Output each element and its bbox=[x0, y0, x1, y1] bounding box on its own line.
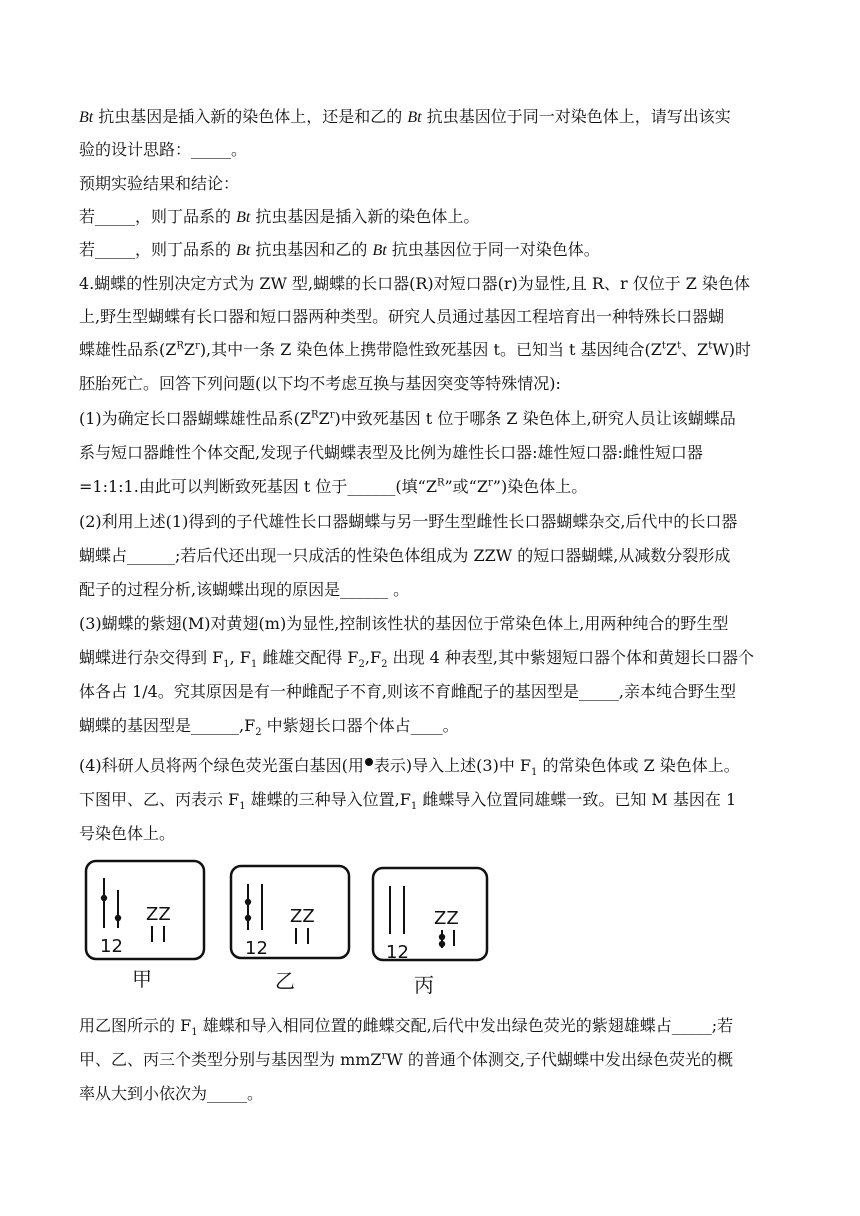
text-span: Z bbox=[183, 340, 196, 359]
bt-italic: Bt bbox=[372, 242, 387, 259]
text-span: (1)为确定长口器蝴蝶雄性品系(Z bbox=[79, 409, 312, 428]
chromosome-numbers: 12 bbox=[100, 936, 123, 957]
text-span: 蝴蝶进行杂交得到 F bbox=[79, 648, 224, 667]
superscript: r bbox=[381, 1050, 387, 1062]
text-span: 若_____，则丁品系的 bbox=[79, 207, 237, 226]
text-line-2: 验的设计思路：_____。 bbox=[79, 140, 248, 159]
bt-italic: Bt bbox=[236, 242, 251, 259]
text-span: 雌雄交配得 F bbox=[257, 648, 359, 667]
text-line-4 bbox=[79, 207, 784, 228]
superscript: r bbox=[329, 409, 335, 421]
gfp-gene-dot bbox=[245, 915, 251, 921]
text-span: 抗虫基因是插入新的染色体上。 bbox=[250, 207, 480, 226]
text-line-18: 体各占 1/4。究其原因是有一种雌配子不育,则该不育雌配子的基因型是_____,亲本纯合野生型 bbox=[79, 682, 737, 701]
z-chromosome-label: ZZ bbox=[290, 906, 315, 927]
text-span: 出现 4 种表型,其中紫翅短口器个体和黄翅长口器个 bbox=[387, 648, 754, 667]
text-span: Z bbox=[318, 409, 330, 428]
text-span: 蝶雄性品系(Z bbox=[79, 340, 177, 359]
superscript: t bbox=[661, 340, 666, 352]
superscript: t bbox=[677, 340, 682, 352]
gfp-gene-dot bbox=[439, 941, 445, 947]
text-span: 表示)导入上述(3)中 F bbox=[373, 756, 532, 775]
text-line-7: 上,野生型蝴蝶有长口器和短口器两种类型。研究人员通过基因工程培育出一种特殊长口器蝴 bbox=[79, 307, 725, 326]
text-span: 抗虫基因位于同一对染色体。 bbox=[386, 240, 600, 259]
z-chromosome-label: ZZ bbox=[434, 908, 459, 929]
bt-italic: Bt bbox=[236, 209, 251, 226]
text-span: 雄蝶的三种导入位置,F bbox=[245, 790, 411, 809]
text-span: 中紫翅长口器个体占____。 bbox=[261, 716, 459, 735]
text-line-1 bbox=[79, 107, 784, 128]
subscript: 1 bbox=[223, 659, 230, 671]
superscript: R bbox=[436, 477, 445, 489]
text-line-22: 号染色体上。 bbox=[79, 824, 176, 843]
text-line-9: 胚胎死亡。回答下列问题(以下均不考虑互换与基因突变等特殊情况): bbox=[79, 374, 561, 393]
text-span: 甲、乙、丙三个类型分别与基因型为 mmZ bbox=[79, 1050, 382, 1069]
bt-italic: Bt bbox=[79, 109, 94, 126]
chromosome-figure bbox=[80, 858, 490, 998]
gfp-gene-dot bbox=[245, 899, 251, 905]
subscript: 2 bbox=[358, 659, 365, 671]
text-line-11: 系与短口器雌性个体交配,发现子代蝴蝶表型及比例为雄性长口器:雄性短口器:雌性短口器 bbox=[79, 443, 703, 462]
text-span: ,F bbox=[364, 648, 382, 667]
text-span: 抗虫基因位于同一对染色体上，请写出该实 bbox=[421, 107, 731, 126]
text-span: , F bbox=[229, 648, 251, 667]
subscript: 1 bbox=[250, 659, 258, 671]
superscript: r bbox=[195, 340, 200, 352]
text-span: 若_____，则丁品系的 bbox=[79, 240, 237, 259]
text-line-3: 预期实验结果和结论： bbox=[79, 174, 240, 193]
superscript: R bbox=[311, 409, 319, 421]
superscript: R bbox=[176, 340, 184, 352]
panel-caption: 丙 bbox=[414, 973, 434, 997]
subscript: 1 bbox=[410, 801, 418, 813]
text-span: W)时 bbox=[712, 340, 751, 359]
text-span: 雌蝶导入位置同雄蝶一致。已知 M 基因在 1 bbox=[417, 790, 737, 809]
panel-caption: 乙 bbox=[275, 969, 295, 993]
text-line-5 bbox=[79, 240, 784, 261]
text-line-17 bbox=[79, 648, 784, 671]
z-chromosome-label: ZZ bbox=[146, 904, 171, 925]
subscript: 2 bbox=[255, 727, 262, 739]
panel-yi bbox=[231, 866, 349, 993]
text-span: (4)科研人员将两个绿色荧光蛋白基因(用 bbox=[79, 756, 364, 775]
text-line-23 bbox=[79, 1016, 784, 1039]
text-line-21 bbox=[79, 790, 784, 813]
gfp-gene-dot bbox=[115, 915, 121, 921]
gfp-gene-dot bbox=[439, 934, 445, 940]
text-line-10 bbox=[79, 409, 784, 429]
gfp-gene-dot bbox=[101, 895, 107, 901]
text-line-15: 配子的过程分析,该蝴蝶出现的原因是______ 。 bbox=[79, 580, 410, 599]
panel-jia bbox=[86, 861, 204, 991]
text-line-16: (3)蝴蝶的紫翅(M)对黄翅(m)为显性,控制该性状的基因位于常染色体上,用两种纯合的野生型 bbox=[79, 614, 729, 633]
subscript: 2 bbox=[381, 659, 388, 671]
text-span: 雄蝶和导入相同位置的雌蝶交配,后代中发出绿色荧光的紫翅雄蝶占_____;若 bbox=[197, 1016, 734, 1035]
text-line-20 bbox=[79, 756, 784, 779]
chromosome-numbers: 12 bbox=[245, 938, 268, 959]
text-line-6: 4.蝴蝶的性别决定方式为 ZW 型,蝴蝶的长口器(R)对短口器(r)为显性,且 R、r 仅位于 Z 染色体 bbox=[79, 274, 750, 293]
panel-caption: 甲 bbox=[132, 967, 152, 991]
text-span: 用乙图所示的 F bbox=[79, 1016, 192, 1035]
text-span: Z bbox=[665, 340, 678, 359]
subscript: 1 bbox=[531, 767, 538, 779]
fluorescent-gene-dot-icon bbox=[365, 758, 373, 766]
subscript: 1 bbox=[191, 1027, 198, 1039]
text-line-8 bbox=[79, 340, 784, 360]
superscript: r bbox=[487, 477, 493, 489]
subscript: 1 bbox=[239, 801, 246, 813]
text-span: ),其中一条 Z 染色体上携带隐性致死基因 t。已知当 t 基因纯合(Z bbox=[199, 340, 662, 359]
text-line-24 bbox=[79, 1050, 784, 1070]
superscript: t bbox=[708, 340, 713, 352]
text-span: ”或“Z bbox=[444, 477, 488, 496]
text-span: 抗虫基因是插入新的染色体上，还是和乙的 bbox=[93, 107, 408, 126]
chromosome-numbers: 12 bbox=[386, 942, 409, 963]
text-span: 抗虫基因和乙的 bbox=[250, 240, 373, 259]
text-span: ”)染色体上。 bbox=[492, 477, 588, 496]
text-span: 、Z bbox=[681, 340, 709, 359]
text-line-14: 蝴蝶占______;若后代还出现一只成活的性染色体组成为 ZZW 的短口器蝴蝶,从减数分裂形成 bbox=[79, 546, 731, 565]
text-line-13: (2)利用上述(1)得到的子代雄性长口器蝴蝶与另一野生型雌性长口器蝴蝶杂交,后代中的长口器 bbox=[79, 512, 738, 531]
text-span: =1:1:1.由此可以判断致死基因 t 位于______(填“Z bbox=[79, 477, 437, 496]
text-line-19 bbox=[79, 716, 784, 739]
bt-italic: Bt bbox=[407, 109, 422, 126]
text-line-25: 率从大到小依次为_____。 bbox=[79, 1084, 264, 1103]
text-span: )中致死基因 t 位于哪条 Z 染色体上,研究人员让该蝴蝶品 bbox=[334, 409, 736, 428]
panel-bing bbox=[373, 868, 487, 997]
text-span: W 的普通个体测交,子代蝴蝶中发出绿色荧光的概 bbox=[386, 1050, 733, 1069]
text-span: 下图甲、乙、丙表示 F bbox=[79, 790, 240, 809]
text-span: 蝴蝶的基因型是______,F bbox=[79, 716, 256, 735]
text-line-12 bbox=[79, 477, 784, 497]
text-span: 的常染色体或 Z 染色体上。 bbox=[537, 756, 740, 775]
